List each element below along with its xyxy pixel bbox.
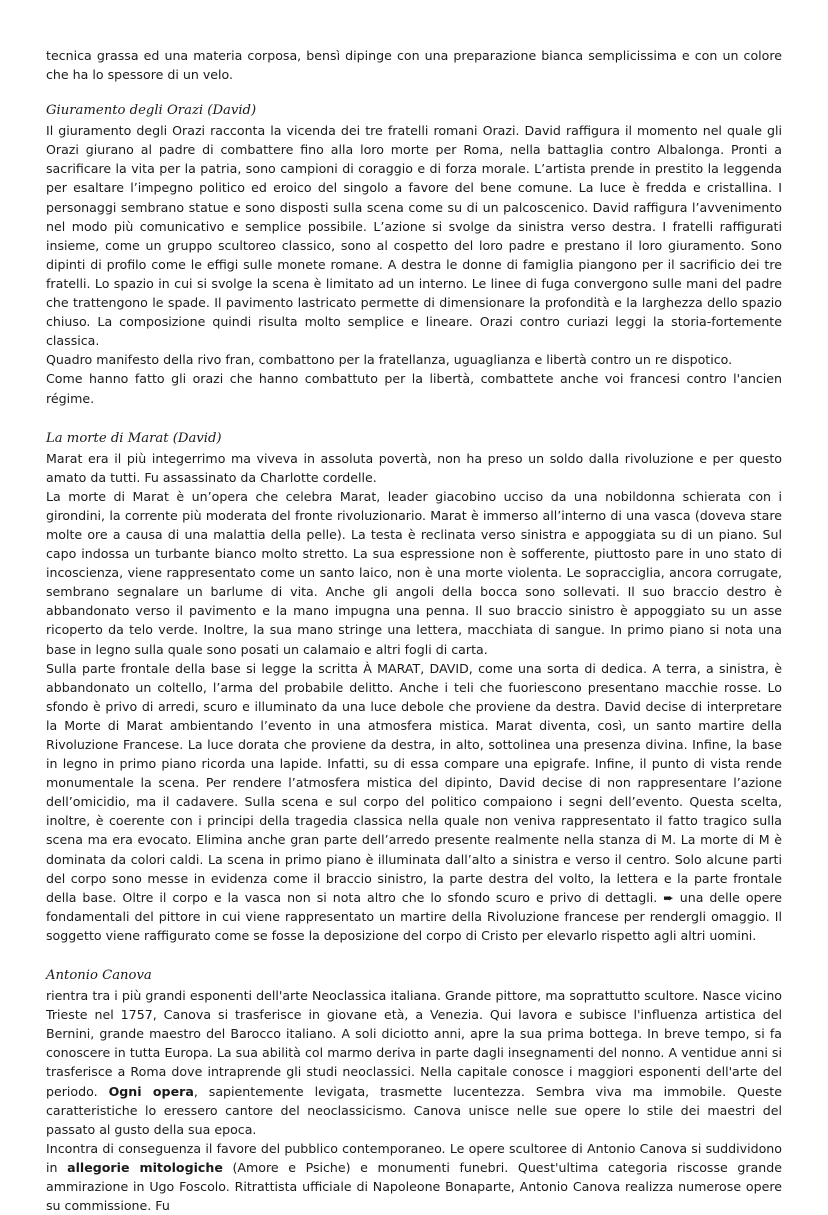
orazi-paragraph-2: Quadro manifesto della rivo fran, combattono per la fratellanza, uguaglianza e libertà contro un re dispotico. — [46, 352, 733, 368]
canova-paragraph-1 — [46, 986, 782, 1139]
orazi-paragraph-3: Come hanno fatto gli orazi che hanno combattuto per la libertà, combattete anche voi francesi contro l'ancien régime. — [46, 371, 782, 406]
canova-bold-allegorie: allegorie mitologiche — [67, 1159, 223, 1175]
marat-arrow-text: una delle opere fondamentali del pittore in cui viene rappresentato un martire della Rivoluzione francese per rendergli omaggio. Il soggetto viene raffigurato come se fosse la deposizione del corpo di Cristo per elevarlo rispetto agli altri uomini. — [46, 889, 782, 943]
arrow-right-icon: ➨ — [663, 889, 674, 905]
canova-bold-ogni-opera: Ogni opera — [108, 1083, 194, 1099]
section-title-canova: Antonio Canova — [46, 968, 152, 984]
section-title-orazi: Giuramento degli Orazi (David) — [46, 103, 257, 119]
section-title-marat: La morte di Marat (David) — [46, 430, 222, 446]
marat-paragraph-2: La morte di Marat è un’opera che celebra Marat, leader giacobino ucciso da una nobildonna schierata con i girondini, la corrente più moderata del fronte rivoluzionario. Marat è immerso all’interno di una vasca (doveva stare molte ore a causa di una malattia della pelle). La testa è reclinata verso sinistra e appoggiata su di un piano. Sul capo indossa un turbante bianco molto stretto. La sua espressione non è sofferente, piuttosto pare in uno stato di incoscienza, viene rappresentato come un santo laico, non è una morte violenta. Le sopracciglia, ancora corrugate, sembrano segnalare un barlume di vita. Anche gli angoli della bocca sono sollevati. Il suo braccio destro è abbandonato verso il pavimento e la mano impugna una penna. Il suo braccio sinistro è appoggiato su un asse ricoperto da telo verde. Inoltre, la sua mano stringe una lettera, macchiata di sangue. In primo piano si nota una base in legno sulla quale sono posati un calamaio e altri fogli di carta. — [46, 488, 782, 657]
canova-paragraph-2-text-a: Incontra di conseguenza il favore del pubblico contemporaneo. Le opere scultoree di Antonio Canova si suddividono in — [46, 1140, 782, 1175]
canova-paragraph-1-text-a: rientra tra i più grandi esponenti dell'arte Neoclassica italiana. Grande pittore, ma soprattutto scultore. Nasce vicino Trieste nel 1757, Canova si trasferisce in giovane età, a Venezia. Qui lavora e subisce l'influenza artistica del Bernini, grande maestro del Barocco italiano. A soli diciotto anni, apre la sua prima bottega. In breve tempo, si fa conoscere in tutta Europa. La sua abilità col marmo deriva in parte dagli insegnamenti del nonno. A ventidue anni si trasferisce a Roma dove intraprende gli studi neoclassici. Nella capitale conosce i maggiori esponenti dell'arte del periodo. — [46, 988, 782, 1099]
intro-paragraph: tecnica grassa ed una materia corposa, bensì dipinge con una preparazione bianca semplicissima e con un colore che ha lo spessore di un velo. — [46, 48, 782, 83]
marat-paragraph-3 — [46, 659, 782, 945]
canova-paragraph-2 — [46, 1139, 782, 1215]
marat-paragraph-3-text: Sulla parte frontale della base si legge la scritta À MARAT, DAVID, come una sorta di dedica. A terra, a sinistra, è abbandonato un coltello, l’arma del probabile delitto. Anche i teli che fuoriescono presentano macchie rosse. Lo sfondo è privo di arredi, scuro e illuminato da una luce debole che proviene da destra. David decise di interpretare la Morte di Marat ambientando l’evento in una atmosfera mistica. Marat diventa, così, un santo martire della Rivoluzione Francese. La luce dorata che proviene da destra, in alto, sottolinea una presenza divina. Infine, la base in legno in primo piano ricorda una lapide. Infatti, su di essa compare una epigrafe. Infine, il punto di vista rende monumentale la scena. Per rendere l’atmosfera mistica del dipinto, David decise di non rappresentare l’azione dell’omicidio, ma il cadavere. Sulla scena e sul corpo del politico compaiono i segni dell’evento. Questa scelta, inoltre, è coerente con i principi della tragedia classica nella quale non veniva rappresentato il fatto tragico sulla scena ma era evocato. Elimina anche gran parte dell’arredo presente realmente nella stanza di M. La morte di M è dominata da colori caldi. La scena in primo piano è illuminata dall’alto a sinistra e verso il centro. Solo alcune parti del corpo sono messe in evidenza come il braccio sinistro, la parte destra del volto, la lettera e la parte frontale della base. Oltre il corpo e la vasca non si nota altro che lo sfondo scuro e privo di dettagli. — [46, 660, 782, 905]
orazi-paragraph-1: Il giuramento degli Orazi racconta la vicenda dei tre fratelli romani Orazi. David raffigura il momento nel quale gli Orazi giurano al padre di combattere fino alla loro morte per Roma, nella battaglia contro Albalonga. Pronti a sacrificare la vita per la patria, sono campioni di coraggio e di forza morale. L’artista prende in prestito la leggenda per esaltare l’impegno politico ed eroico del singolo a favore del bene comune. La luce è fredda e cristallina. I personaggi sembrano statue e sono disposti sulla scena come su di un palcoscenico. David raffigura l’avvenimento nel modo più comunicativo e semplice possibile. L’azione si svolge da sinistra verso destra. I fratelli raffigurati insieme, come un gruppo scultoreo classico, sono al cospetto del loro padre e prestano il loro giuramento. Sono dipinti di profilo come le effigi sulle monete romane. A destra le donne di famiglia piangono per il sacrificio dei tre fratelli. Lo spazio in cui si svolge la scena è limitato ad un interno. Le linee di fuga convergono sulle mani del padre che trattengono le spade. Il pavimento lastricato permette di dimensionare la profondità e la larghezza dello spazio chiuso. La composizione quindi risulta molto semplice e lineare. Orazi contro curiazi leggi la storia-fortemente classica. — [46, 123, 782, 349]
canova-paragraph-2-text-b: (Amore e Psiche) e monumenti funebri. Quest'ultima categoria riscosse grande ammirazione in Ugo Foscolo. Ritrattista ufficiale di Napoleone Bonaparte, Antonio Canova realizza numerose opere su commissione. Fu — [46, 1159, 782, 1214]
marat-paragraph-1: Marat era il più integerrimo ma viveva in assoluta povertà, non ha preso un soldo dalla rivoluzione e per questo amato da tutti. Fu assassinato da Charlotte cordelle. — [46, 450, 782, 485]
canova-paragraph-1-text-b: , sapientemente levigata, trasmette lucentezza. Sembra viva ma immobile. Queste caratteristiche lo eressero cantore del neoclassicismo. Canova unisce nelle sue opere lo stile dei maestri del passato al gusto della sua epoca. — [46, 1083, 782, 1137]
